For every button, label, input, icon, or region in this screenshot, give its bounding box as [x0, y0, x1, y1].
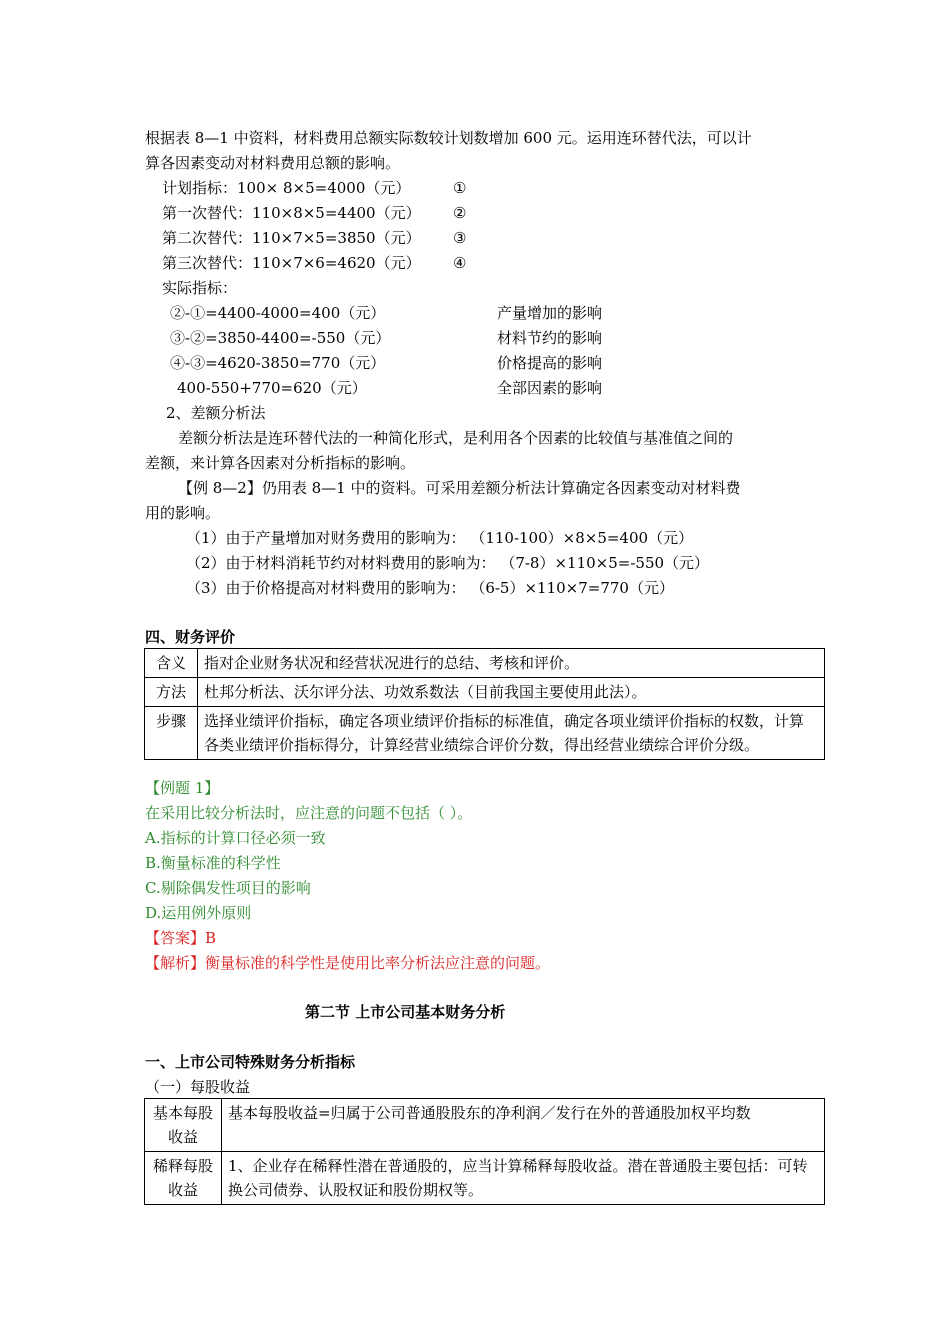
table-row — [145, 707, 825, 760]
row-label: 含义 — [145, 649, 198, 678]
calc-row-plan: 计划指标：100× 8×5=4000（元） — [162, 179, 411, 197]
row-label: 方法 — [145, 678, 198, 707]
table-row — [145, 1152, 825, 1205]
answer-tag: 【答案】 — [145, 929, 206, 947]
calc-row-sub1: 第一次替代：110×8×5=4400（元） — [162, 204, 421, 222]
example-line-2: 用的影响。 — [145, 504, 221, 522]
section2-sub: （一）每股收益 — [145, 1078, 251, 1096]
section2-heading: 一、上市公司特殊财务分析指标 — [145, 1053, 356, 1071]
section2-title: 第二节 上市公司基本财务分析 — [305, 1003, 506, 1021]
row-content: 杜邦分析法、沃尔评分法、功效系数法（目前我国主要使用此法）。 — [198, 678, 825, 707]
row-label: 稀释每股收益 — [145, 1152, 222, 1205]
calc-mark-2: ② — [453, 204, 467, 222]
option-d: D.运用例外原则 — [145, 904, 252, 922]
diff-formula-total: 400-550+770=620（元） — [177, 379, 367, 397]
example-line-1: 【例 8—2】仍用表 8—1 中的资料。可采用差额分析法计算确定各因素变动对材料费 — [178, 479, 741, 497]
row-content: 指对企业财务状况和经营状况进行的总结、考核和评价。 — [198, 649, 825, 678]
example-item-1: （1）由于产量增加对财务费用的影响为： （110-100）×8×5=400（元） — [186, 529, 694, 547]
diff-effect-total: 全部因素的影响 — [497, 379, 603, 397]
row-label: 步骤 — [145, 707, 198, 760]
diff-formula-3: ④-③=4620-3850=770（元） — [170, 354, 386, 372]
diff-method-desc-2: 差额，来计算各因素对分析指标的影响。 — [145, 454, 416, 472]
eps-table — [144, 1098, 825, 1205]
diff-formula-1: ②-①=4400-4000=400（元） — [170, 304, 386, 322]
option-b: B.衡量标准的科学性 — [145, 854, 281, 872]
diff-method-heading: 2、差额分析法 — [166, 404, 266, 422]
diff-effect-3: 价格提高的影响 — [497, 354, 603, 372]
section4-heading: 四、财务评价 — [145, 628, 236, 646]
answer-value: B — [205, 929, 217, 947]
intro-line-1: 根据表 8—1 中资料，材料费用总额实际数较计划数增加 600 元。运用连环替代法，可以计 — [145, 129, 752, 147]
calc-row-sub2: 第二次替代：110×7×5=3850（元） — [162, 229, 421, 247]
row-content: 选择业绩评价指标，确定各项业绩评价指标的标准值，确定各项业绩评价指标的权数，计算各类业绩评价指标得分，计算经营业绩综合评价分数，得出经营业绩综合评价分级。 — [198, 707, 825, 760]
answer-line — [145, 928, 216, 948]
intro-line-2: 算各因素变动对材料费用总额的影响。 — [145, 154, 401, 172]
diff-effect-1: 产量增加的影响 — [497, 304, 603, 322]
calc-mark-4: ④ — [453, 254, 467, 272]
diff-effect-2: 材料节约的影响 — [497, 329, 603, 347]
table-row — [145, 678, 825, 707]
analysis-line — [145, 953, 550, 973]
analysis-tag: 【解析】 — [145, 954, 206, 972]
row-content: 1、企业存在稀释性潜在普通股的，应当计算稀释每股收益。潜在普通股主要包括：可转换公司债券、认股权证和股份期权等。 — [222, 1152, 825, 1205]
calc-mark-1: ① — [453, 179, 467, 197]
calc-mark-3: ③ — [453, 229, 467, 247]
question-tag: 【例题 1】 — [145, 779, 220, 797]
row-label: 基本每股收益 — [145, 1099, 222, 1152]
table-row — [145, 649, 825, 678]
diff-formula-2: ③-②=3850-4400=-550（元） — [170, 329, 391, 347]
question-stem: 在采用比较分析法时，应注意的问题不包括（ ）。 — [145, 804, 473, 822]
analysis-text: 衡量标准的科学性是使用比率分析法应注意的问题。 — [205, 954, 551, 972]
table-row — [145, 1099, 825, 1152]
calc-row-sub3: 第三次替代：110×7×6=4620（元） — [162, 254, 421, 272]
example-item-2: （2）由于材料消耗节约对材料费用的影响为： （7-8）×110×5=-550（元） — [186, 554, 710, 572]
example-item-3: （3）由于价格提高对材料费用的影响为： （6-5）×110×7=770（元） — [186, 579, 674, 597]
financial-evaluation-table — [144, 648, 825, 760]
option-a: A.指标的计算口径必须一致 — [145, 829, 326, 847]
option-c: C.剔除偶发性项目的影响 — [145, 879, 311, 897]
actual-label: 实际指标： — [162, 279, 238, 297]
diff-method-desc-1: 差额分析法是连环替代法的一种简化形式，是利用各个因素的比较值与基准值之间的 — [178, 429, 734, 447]
row-content: 基本每股收益=归属于公司普通股股东的净利润／发行在外的普通股加权平均数 — [222, 1099, 825, 1152]
